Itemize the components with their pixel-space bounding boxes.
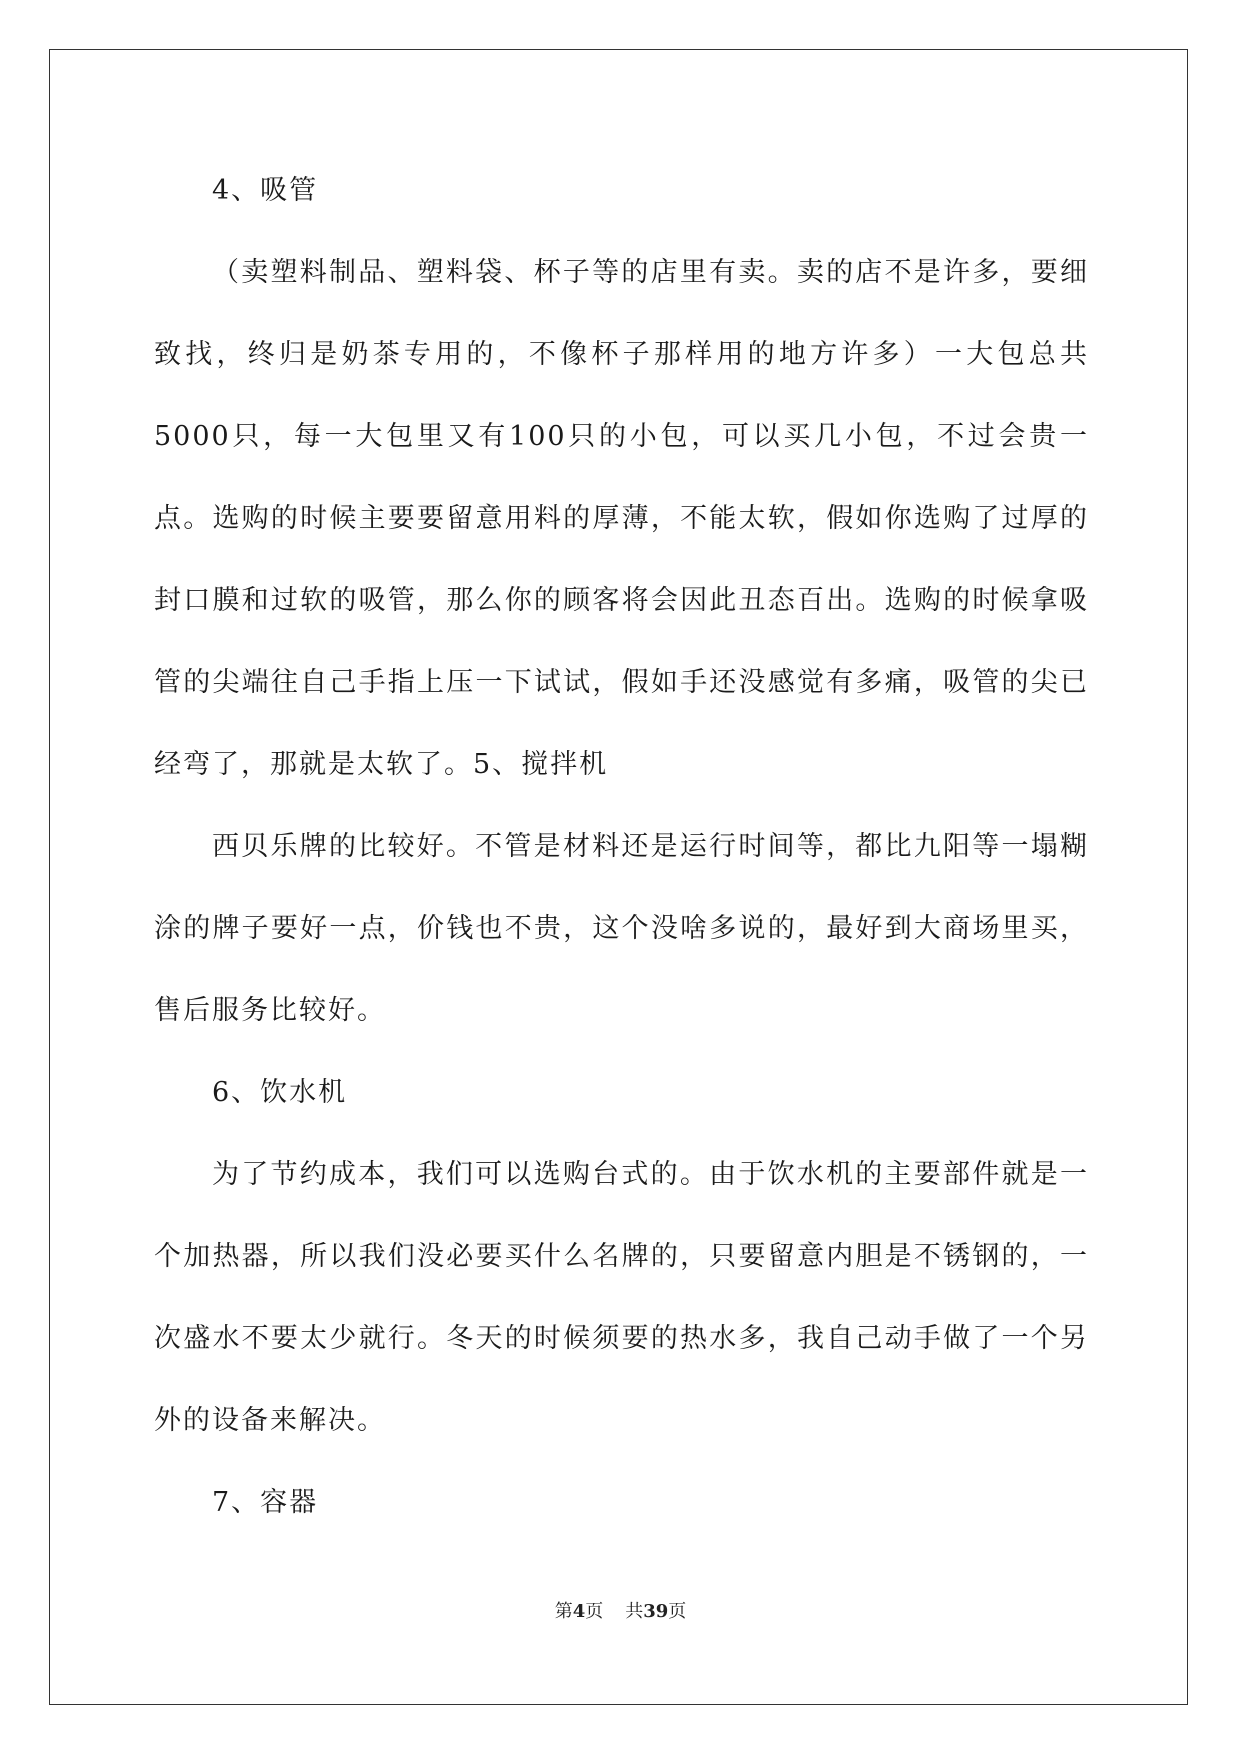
document-body [154,150,1089,1544]
page-footer [0,1597,1241,1623]
heading-item-7-container: 7、容器 [212,1487,319,1518]
total-prefix: 共 [625,1601,644,1622]
current-page-number: 4 [572,1601,586,1622]
page-label: 页 [585,1601,604,1622]
page-prefix: 第 [554,1601,573,1622]
heading-item-4-straw: 4、吸管 [212,175,319,206]
heading-item-6-water-dispenser: 6、饮水机 [212,1077,348,1108]
paragraph-straw-description: （卖塑料制品、塑料袋、杯子等的店里有卖。卖的店不是许多，要细致找，终归是奶茶专用的，不像杯子那样用的地方许多）一大包总共5000只，每一大包里又有100只的小包，可以买几小包，不过会贵一点。选购的时候主要要留意用料的厚薄，不能太软，假如你选购了过厚的封口膜和过软的吸管，那么你的顾客将会因此丑态百出。选购的时候拿吸管的尖端往自己手指上压一下试试，假如手还没感觉有多痛，吸管的尖已经弯了，那就是太软了。5、搅拌机 [154,257,1089,780]
total-label: 页 [668,1601,687,1622]
paragraph-water-dispenser-description: 为了节约成本，我们可以选购台式的。由于饮水机的主要部件就是一个加热器，所以我们没必要买什么名牌的，只要留意内胆是不锈钢的，一次盛水不要太少就行。冬天的时候须要的热水多，我自己动手做了一个另外的设备来解决。 [154,1159,1089,1436]
total-page-count: 39 [643,1601,669,1622]
paragraph-blender-description: 西贝乐牌的比较好。不管是材料还是运行时间等，都比九阳等一塌糊涂的牌子要好一点，价钱也不贵，这个没啥多说的，最好到大商场里买，售后服务比较好。 [154,831,1089,1026]
